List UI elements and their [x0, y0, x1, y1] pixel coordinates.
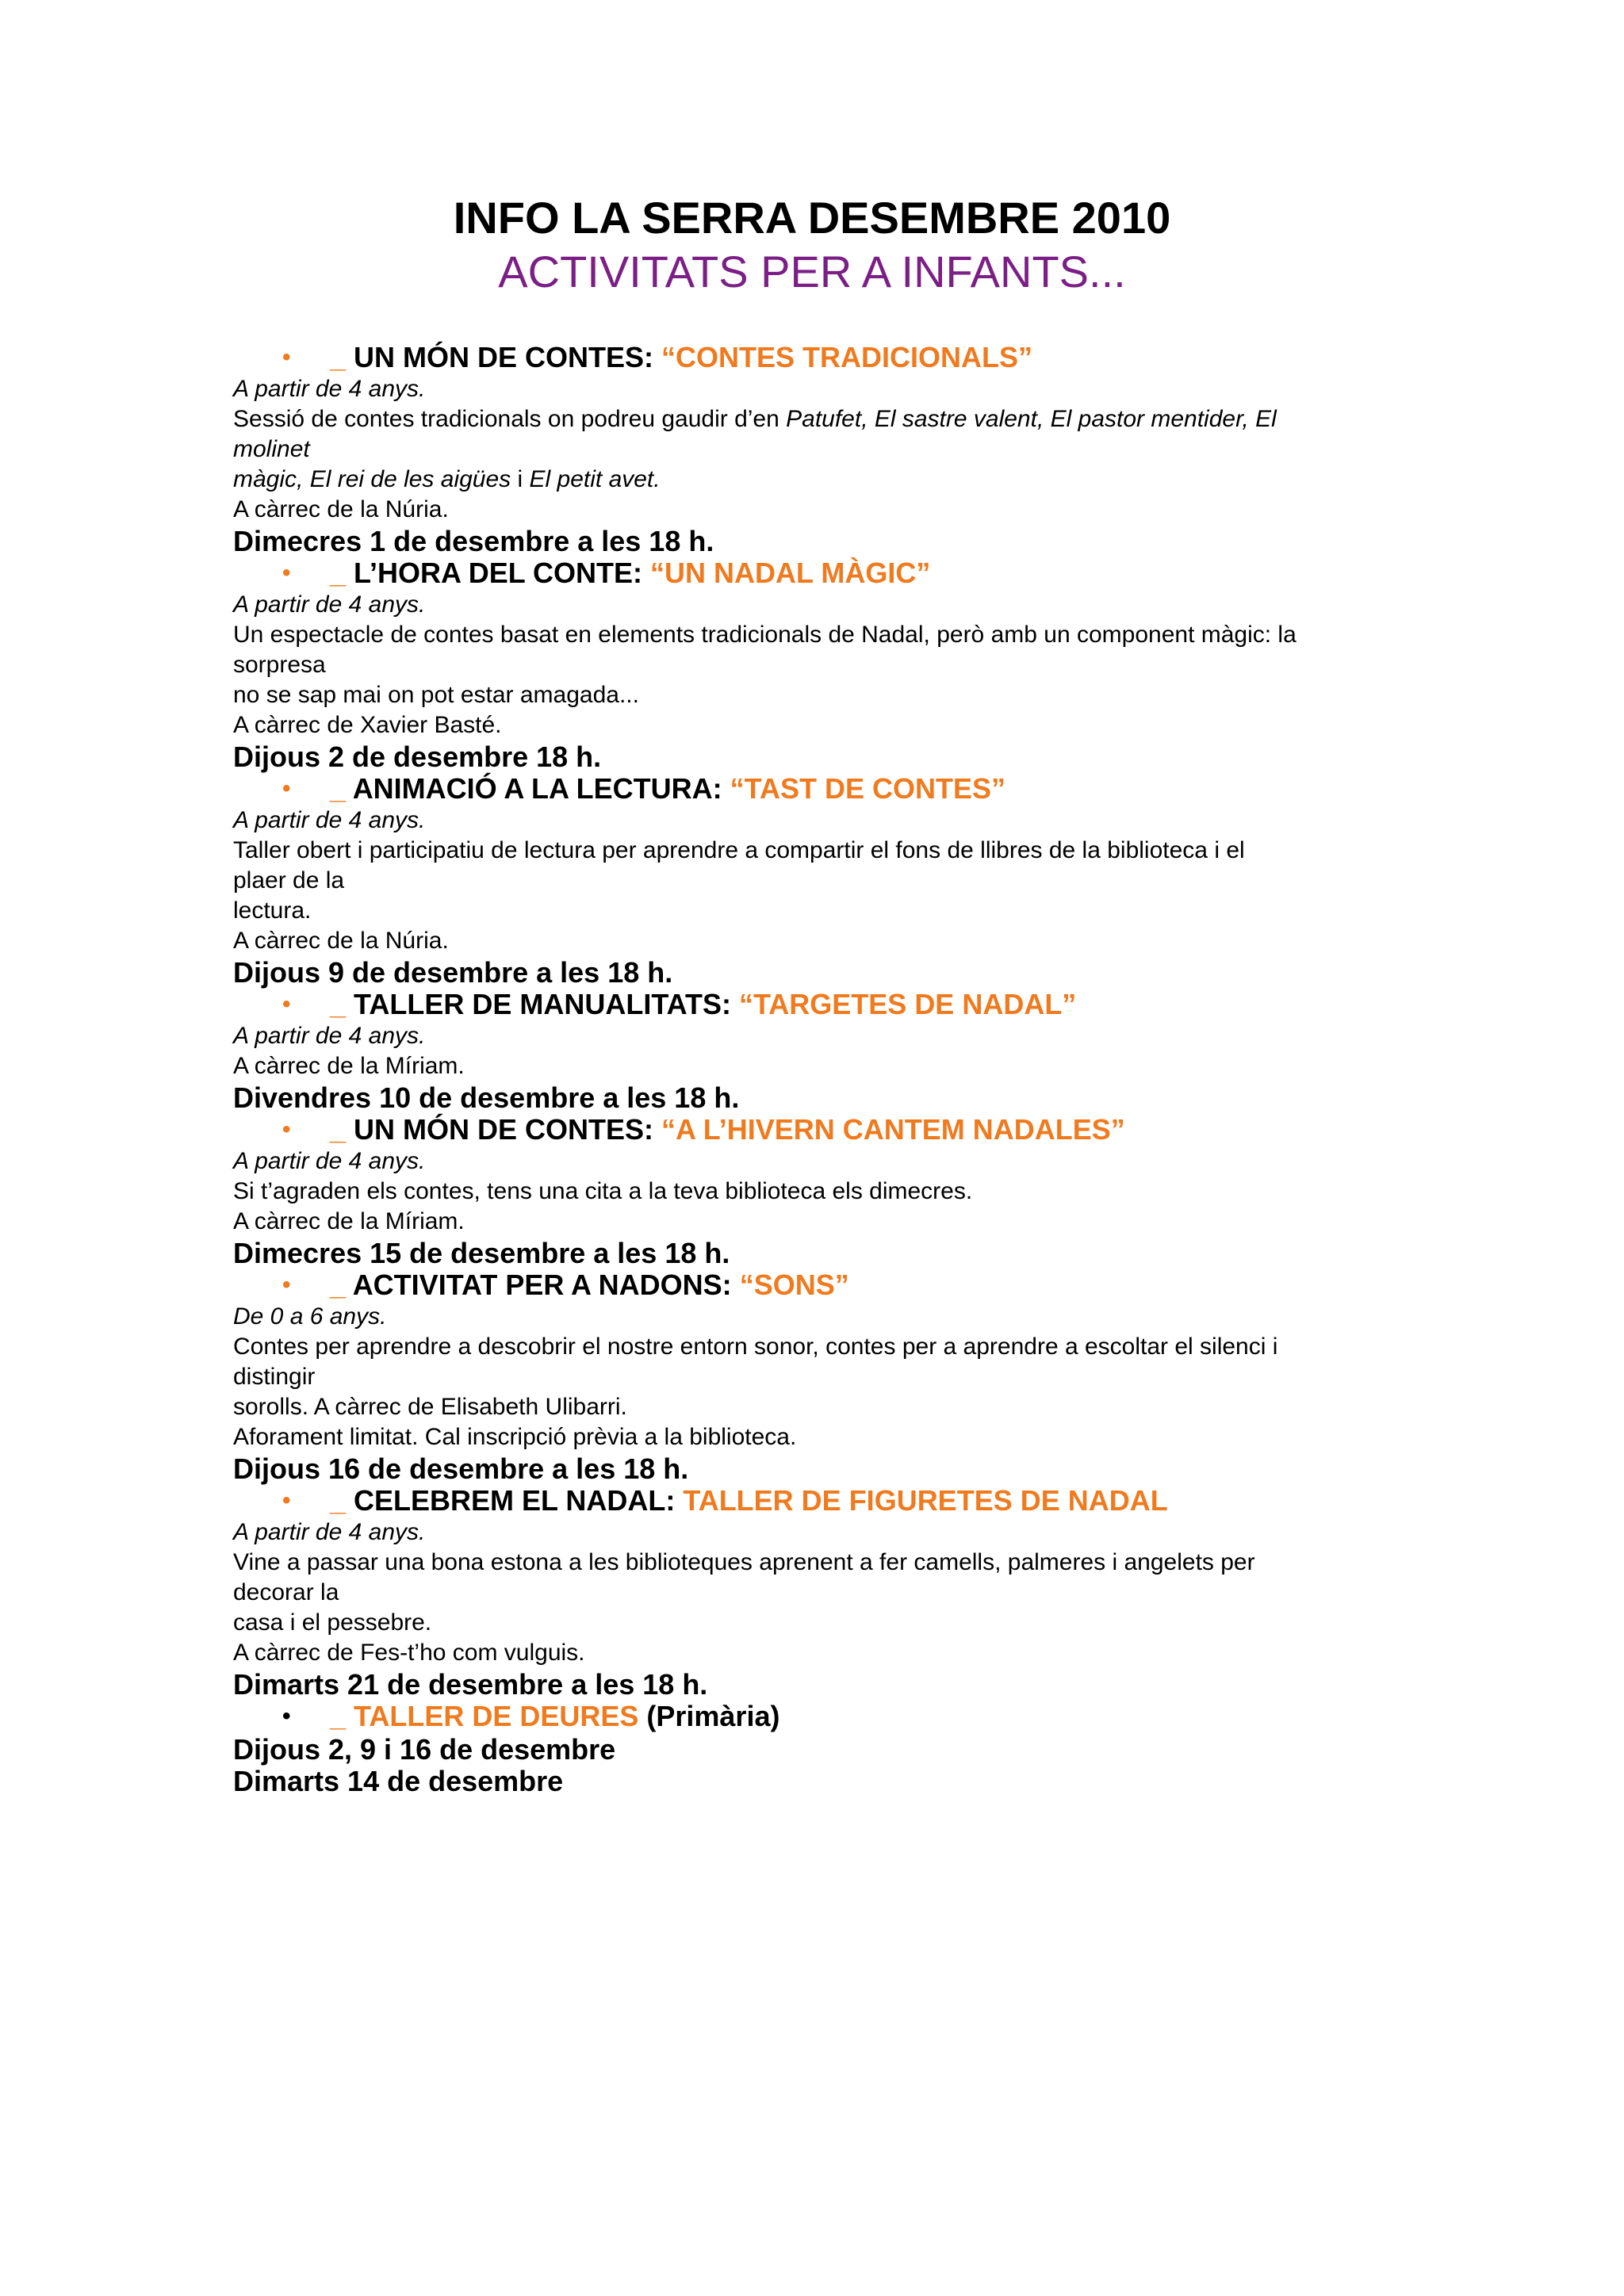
responsible-text: A càrrec de la Núria. [233, 496, 449, 522]
activity-heading [233, 1700, 1407, 1733]
activity-date: Dijous 9 de desembre a les 18 h. [233, 956, 673, 989]
activity-title: TALLER DE FIGURETES DE NADAL [683, 1484, 1168, 1517]
dash-mark: _ [330, 341, 354, 373]
description-line: màgic, El rei de les aigües i El petit avet. [233, 466, 661, 492]
activity-title: TALLER DE DEURES [354, 1700, 639, 1732]
bullet-icon: • [282, 1703, 291, 1729]
activity-heading [233, 1269, 1407, 1302]
age-range: A partir de 4 anys. [233, 591, 426, 618]
description-line: Si t’agraden els contes, tens una cita a la teva biblioteca els dimecres. [233, 1178, 973, 1204]
activity-label: L’HORA DEL CONTE: [354, 557, 651, 589]
responsible-text: A càrrec de la Núria. [233, 928, 449, 954]
activity-date: Dimarts 14 de desembre [233, 1765, 564, 1797]
activity-title: “TAST DE CONTES” [730, 772, 1005, 805]
activity-title: “CONTES TRADICIONALS” [661, 341, 1033, 373]
activity-label: ANIMACIÓ A LA LECTURA: [352, 772, 730, 805]
description-line: no se sap mai on pot estar amagada... [233, 682, 639, 708]
dash-mark: _ [330, 988, 354, 1020]
description-line: plaer de la [233, 867, 345, 894]
responsible-text: A càrrec de la Míriam. [233, 1208, 465, 1234]
activity-date: Dijous 2, 9 i 16 de desembre [233, 1733, 616, 1766]
activities-list [233, 341, 1407, 1797]
activity-heading [233, 557, 1407, 590]
dash-mark: _ [330, 557, 354, 589]
activity-heading [233, 1484, 1407, 1517]
description-line: molinet [233, 436, 310, 462]
activity-heading [233, 341, 1407, 374]
age-range: A partir de 4 anys. [233, 1148, 426, 1174]
bullet-icon: • [282, 1487, 291, 1513]
activity-label: ACTIVITAT PER A NADONS: [352, 1269, 740, 1301]
activity-label: TALLER DE MANUALITATS: [354, 988, 739, 1020]
activity-label: (Primària) [638, 1700, 780, 1732]
activity-title: “SONS” [739, 1269, 849, 1301]
description-line: Contes per aprendre a descobrir el nostre entorn sonor, contes per a aprendre a escoltar el silenci i [233, 1334, 1278, 1360]
description-line: Aforament limitat. Cal inscripció prèvia a la biblioteca. [233, 1424, 797, 1450]
description-line: Taller obert i participatiu de lectura per aprendre a compartir el fons de llibres de la biblioteca i el [233, 837, 1245, 863]
responsible-text: A càrrec de la Míriam. [233, 1053, 465, 1079]
activity-heading [233, 988, 1407, 1021]
dash-mark: _ [330, 772, 353, 805]
bullet-icon: • [282, 991, 291, 1017]
dash-mark: _ [330, 1269, 353, 1301]
activity-date: Dimecres 1 de desembre a les 18 h. [233, 525, 714, 557]
description-line: sorpresa [233, 652, 326, 678]
activity-heading [233, 772, 1407, 806]
age-range: A partir de 4 anys. [233, 376, 426, 402]
bullet-icon: • [282, 1116, 291, 1142]
activity-title: “A L’HIVERN CANTEM NADALES” [661, 1113, 1125, 1146]
activity-date: Dimecres 15 de desembre a les 18 h. [233, 1237, 730, 1269]
activity-date: Dimarts 21 de desembre a les 18 h. [233, 1668, 708, 1701]
description-line: distingir [233, 1364, 316, 1390]
activity-date: Dijous 2 de desembre 18 h. [233, 740, 602, 773]
description-line: Un espectacle de contes basat en elements tradicionals de Nadal, però amb un component màgic: la [233, 622, 1297, 648]
description-line: lectura. [233, 897, 312, 924]
activity-title: “TARGETES DE NADAL” [738, 988, 1077, 1020]
age-range: A partir de 4 anys. [233, 1023, 426, 1049]
dash-mark: _ [330, 1484, 354, 1517]
description-line: decorar la [233, 1579, 339, 1605]
bullet-icon: • [282, 344, 291, 370]
description-line: casa i el pessebre. [233, 1609, 432, 1636]
activity-date: Divendres 10 de desembre a les 18 h. [233, 1081, 740, 1114]
bullet-icon: • [282, 775, 291, 802]
page-title: INFO LA SERRA DESEMBRE 2010 [453, 193, 1171, 243]
age-range: A partir de 4 anys. [233, 1519, 426, 1545]
page-subtitle: ACTIVITATS PER A INFANTS... [498, 247, 1126, 297]
responsible-text: A càrrec de Xavier Basté. [233, 712, 502, 738]
description-line: Vine a passar una bona estona a les biblioteques aprenent a fer camells, palmeres i angelets per [233, 1549, 1255, 1575]
description-line: Sessió de contes tradicionals on podreu gaudir d’en Patufet, El sastre valent, El pastor mentider, El [233, 406, 1277, 432]
dash-mark: _ [330, 1113, 354, 1146]
age-range: A partir de 4 anys. [233, 807, 426, 833]
responsible-text: A càrrec de Fes-t’ho com vulguis. [233, 1640, 585, 1666]
bullet-icon: • [282, 1272, 291, 1298]
age-range: De 0 a 6 anys. [233, 1303, 387, 1330]
dash-mark: _ [330, 1700, 354, 1732]
activity-heading [233, 1113, 1407, 1146]
bullet-icon: • [282, 560, 291, 586]
activity-title: “UN NADAL MÀGIC” [650, 557, 931, 589]
activity-label: CELEBREM EL NADAL: [354, 1484, 684, 1517]
description-line: sorolls. A càrrec de Elisabeth Ulibarri. [233, 1394, 627, 1420]
activity-label: UN MÓN DE CONTES: [354, 1113, 662, 1146]
activity-date: Dijous 16 de desembre a les 18 h. [233, 1452, 689, 1485]
activity-label: UN MÓN DE CONTES: [354, 341, 662, 373]
